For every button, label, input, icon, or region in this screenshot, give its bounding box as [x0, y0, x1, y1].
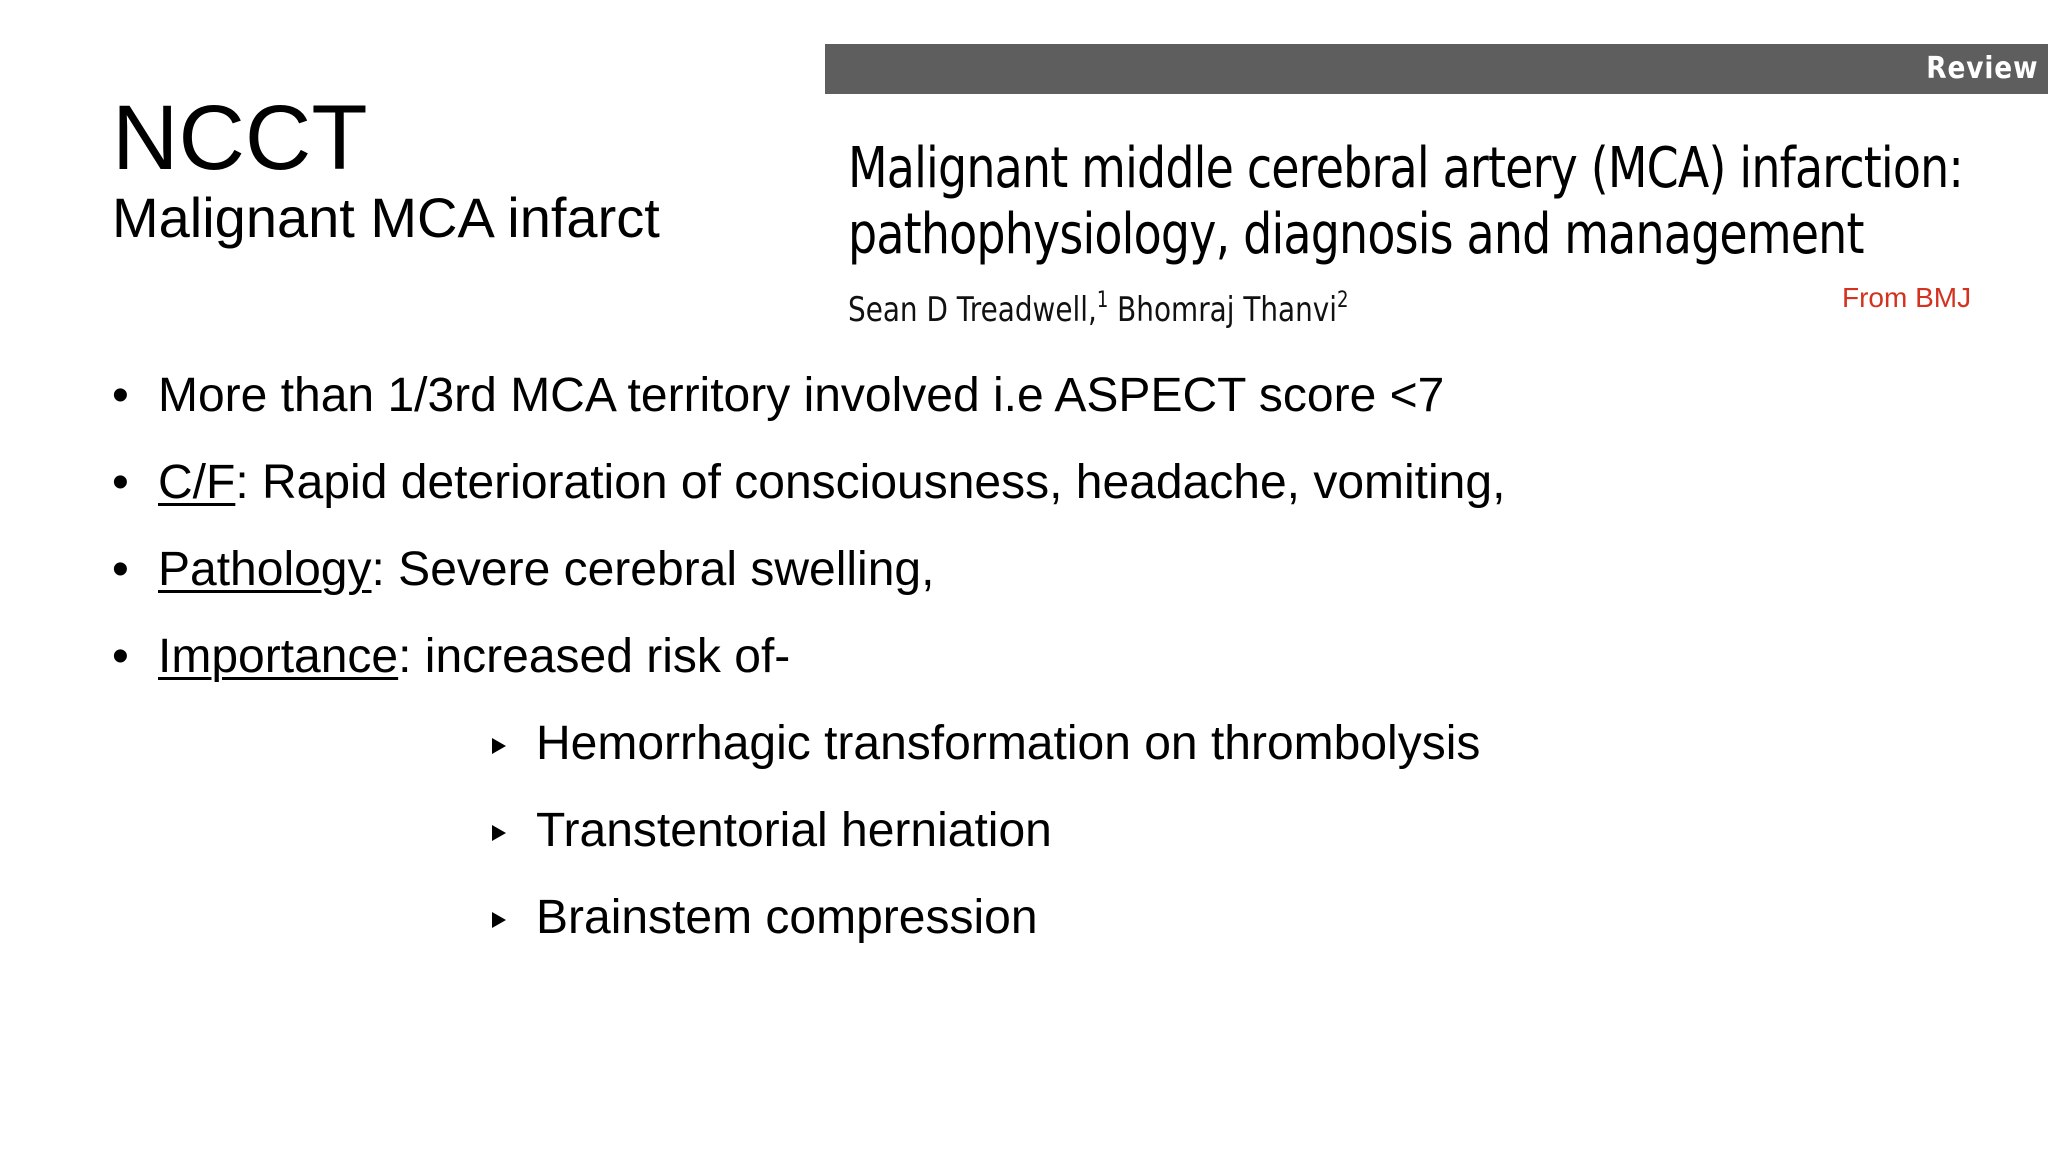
article-title-line-2: pathophysiology, diagnosis and management [848, 202, 1864, 267]
triangle-bullet-icon [492, 825, 506, 841]
article-authors [848, 288, 1349, 330]
slide-subtitle: Malignant MCA infarct [112, 186, 660, 249]
bullet-text: More than 1/3rd MCA territory involved i.e ASPECT score <7 [158, 369, 1445, 422]
sub-bullet-text: Transtentorial herniation [536, 804, 1052, 857]
sub-bullet-list [488, 716, 1480, 977]
bullet-item [112, 368, 1505, 455]
author-name: Sean D Treadwell, [848, 290, 1097, 330]
article-title [848, 136, 1964, 268]
sub-bullet-item [488, 803, 1480, 890]
bullet-label: Importance [158, 630, 399, 683]
triangle-bullet-icon [492, 912, 506, 928]
triangle-bullet-icon [492, 738, 506, 754]
bullet-item [112, 629, 1505, 716]
bullet-item [112, 455, 1505, 542]
sub-bullet-text: Hemorrhagic transformation on thrombolysis [536, 717, 1481, 770]
bullet-text: : Rapid deterioration of consciousness, headache, vomiting, [235, 456, 1506, 509]
sub-bullet-item [488, 890, 1480, 977]
sub-bullet-text: Brainstem compression [536, 891, 1038, 944]
review-label: Review [1925, 51, 2038, 86]
bullet-text: : increased risk of- [398, 630, 791, 683]
bullet-label: Pathology [158, 543, 372, 596]
bullet-text: : Severe cerebral swelling, [371, 543, 935, 596]
bullet-dot-icon: • [112, 543, 129, 596]
author-name: Bhomraj Thanvi [1117, 290, 1338, 330]
article-title-line-1: Malignant middle cerebral artery (MCA) infarction: [848, 136, 1964, 201]
review-header-bar [825, 44, 2048, 94]
author-affiliation: 1 [1096, 288, 1109, 313]
bullet-item [112, 542, 1505, 629]
sub-bullet-item [488, 716, 1480, 803]
bullet-dot-icon: • [112, 456, 129, 509]
bullet-dot-icon: • [112, 630, 129, 683]
slide-title: NCCT [112, 87, 368, 189]
bullet-label: C/F [158, 456, 236, 509]
bullet-list [112, 368, 1505, 716]
bullet-dot-icon: • [112, 369, 129, 422]
author-affiliation: 2 [1337, 288, 1349, 313]
source-note: From BMJ [1842, 282, 1972, 313]
